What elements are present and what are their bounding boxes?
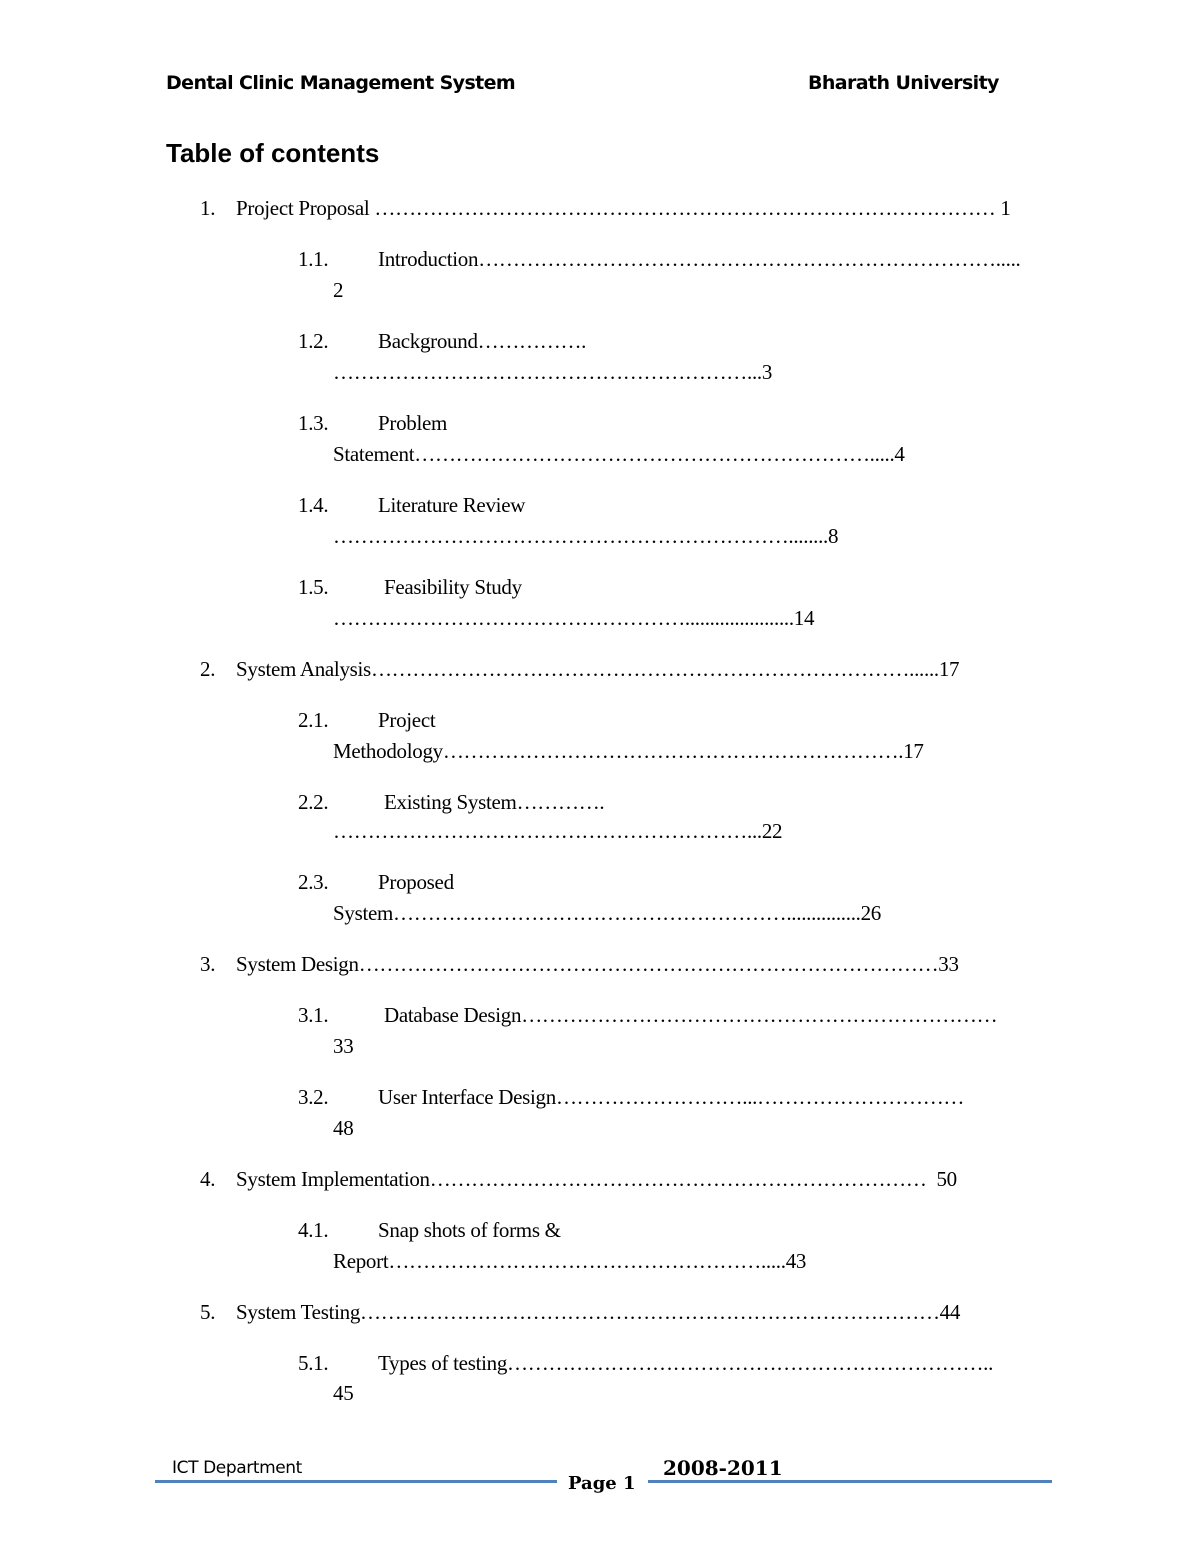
toc-entry-text [236, 949, 959, 980]
toc-entry-label: Project Proposal [236, 196, 370, 220]
toc-entry [298, 1000, 328, 1031]
footer-page-number: Page 1 [568, 1473, 636, 1494]
toc-entry-text [378, 1082, 964, 1113]
toc-entry [298, 1215, 328, 1246]
toc-entry-leader: ……………………………………………………………… 50 [429, 1167, 957, 1191]
toc-entry-page: Methodology………………………………………………………….17 [333, 739, 924, 763]
toc-entry [200, 654, 215, 685]
toc-entry-label: Project [378, 708, 436, 732]
toc-entry [200, 1297, 215, 1328]
toc-entry-label: Introduction [378, 247, 479, 271]
toc-entry-text [384, 787, 604, 818]
toc-entry-text [384, 1000, 997, 1031]
toc-entry-leader: …………………………………………………………………..... [478, 247, 1021, 271]
toc-entry-page: ……………………………………………………...3 [333, 360, 773, 384]
toc-entry-number: 2.3. [298, 870, 329, 894]
toc-entry-number: 2.2. [298, 790, 329, 814]
toc-entry-number: 1.2. [298, 329, 329, 353]
toc-entry-leader: …………………………………………………………….. [507, 1351, 994, 1375]
footer-rule-left [155, 1480, 557, 1483]
toc-entry-text [378, 1348, 993, 1379]
toc-entry-label: Background [378, 329, 478, 353]
toc-entry-page: 33 [333, 1034, 354, 1058]
toc-entry [298, 244, 328, 275]
toc-entry-text [378, 408, 447, 439]
toc-entry-text [384, 572, 522, 603]
toc-entry-label: Types of testing [378, 1351, 508, 1375]
toc-entry-leader: ……………………………………………………………………......17 [370, 657, 960, 681]
page-title: Table of contents [166, 138, 380, 168]
toc-entry-leader: …………………………………………………………………………33 [358, 952, 959, 976]
toc-entry [298, 867, 328, 898]
toc-entry-label: Feasibility Study [384, 575, 522, 599]
footer-rule-right [648, 1480, 1052, 1483]
toc-entry-text [236, 1164, 957, 1195]
toc-entry [298, 1348, 328, 1379]
toc-entry-number: 1.1. [298, 247, 329, 271]
toc-entry-label: Literature Review [378, 493, 526, 517]
toc-entry-page: System…………………………………………………...............26 [333, 901, 881, 925]
toc-entry-text [378, 244, 1020, 275]
toc-entry-page: 45 [333, 1381, 354, 1405]
toc-entry-text [236, 654, 959, 685]
toc-entry-label: System Design [236, 952, 359, 976]
toc-entry-text [236, 193, 1011, 224]
toc-entry-text [378, 490, 525, 521]
toc-entry-leader: ………………………...………………………… [555, 1085, 965, 1109]
toc-entry-page: ……………………………………………………...22 [333, 819, 783, 843]
toc-entry [298, 705, 328, 736]
toc-entry [298, 787, 328, 818]
toc-entry-text [378, 705, 435, 736]
toc-entry [298, 1082, 328, 1113]
toc-entry [200, 1164, 215, 1195]
toc-entry [298, 326, 328, 357]
footer-department: ICT Department [172, 1458, 302, 1478]
toc-entry-number: 3.1. [298, 1003, 329, 1027]
toc-entry-leader: …………. [516, 790, 605, 814]
toc-entry-number: 1.3. [298, 411, 329, 435]
toc-entry [298, 572, 328, 603]
toc-entry [298, 408, 328, 439]
toc-entry [200, 193, 215, 224]
toc-entry-text [378, 326, 586, 357]
toc-entry [200, 949, 215, 980]
toc-entry-number: 1.5. [298, 575, 329, 599]
toc-entry-number: 4. [200, 1167, 216, 1191]
toc-entry-label: Proposed [378, 870, 454, 894]
toc-entry-label: Existing System [384, 790, 517, 814]
toc-entry-leader: ……………………………………………………………………………… 1 [369, 196, 1011, 220]
toc-entry-label: Snap shots of forms & [378, 1218, 561, 1242]
toc-entry-leader: …………………………………………………………… [521, 1003, 998, 1027]
toc-entry-number: 5. [200, 1300, 216, 1324]
toc-entry-label: Database Design [384, 1003, 522, 1027]
toc-entry-number: 2. [200, 657, 216, 681]
toc-entry-page: Statement………………………………………………………….....4 [333, 442, 905, 466]
toc-entry-number: 2.1. [298, 708, 329, 732]
toc-entry-leader: …………………………………………………………………………44 [360, 1300, 961, 1324]
header-document-title: Dental Clinic Management System [166, 72, 516, 94]
toc-entry-label: System Testing [236, 1300, 361, 1324]
header-institution: Bharath University [808, 72, 999, 94]
toc-entry-page: …………………………………………………………........8 [333, 524, 839, 548]
toc-entry-number: 1.4. [298, 493, 329, 517]
toc-entry-leader: ……………. [477, 329, 587, 353]
footer-years: 2008-2011 [663, 1456, 783, 1480]
toc-entry-number: 3.2. [298, 1085, 329, 1109]
toc-entry-label: Problem [378, 411, 448, 435]
toc-entry [298, 490, 328, 521]
toc-entry-number: 4.1. [298, 1218, 329, 1242]
toc-entry-label: System Analysis [236, 657, 371, 681]
toc-entry-text [378, 1215, 561, 1246]
toc-entry-label: System Implementation [236, 1167, 430, 1191]
toc-entry-page: Report……………………………………………….....43 [333, 1249, 807, 1273]
toc-entry-page: 48 [333, 1116, 354, 1140]
toc-entry-text [236, 1297, 960, 1328]
toc-entry-number: 1. [200, 196, 216, 220]
toc-entry-page: ……………………………………………......................14 [333, 606, 815, 630]
toc-entry-number: 5.1. [298, 1351, 329, 1375]
toc-entry-text [378, 867, 454, 898]
toc-entry-label: User Interface Design [378, 1085, 556, 1109]
toc-entry-page: 2 [333, 278, 344, 302]
toc-entry-number: 3. [200, 952, 216, 976]
